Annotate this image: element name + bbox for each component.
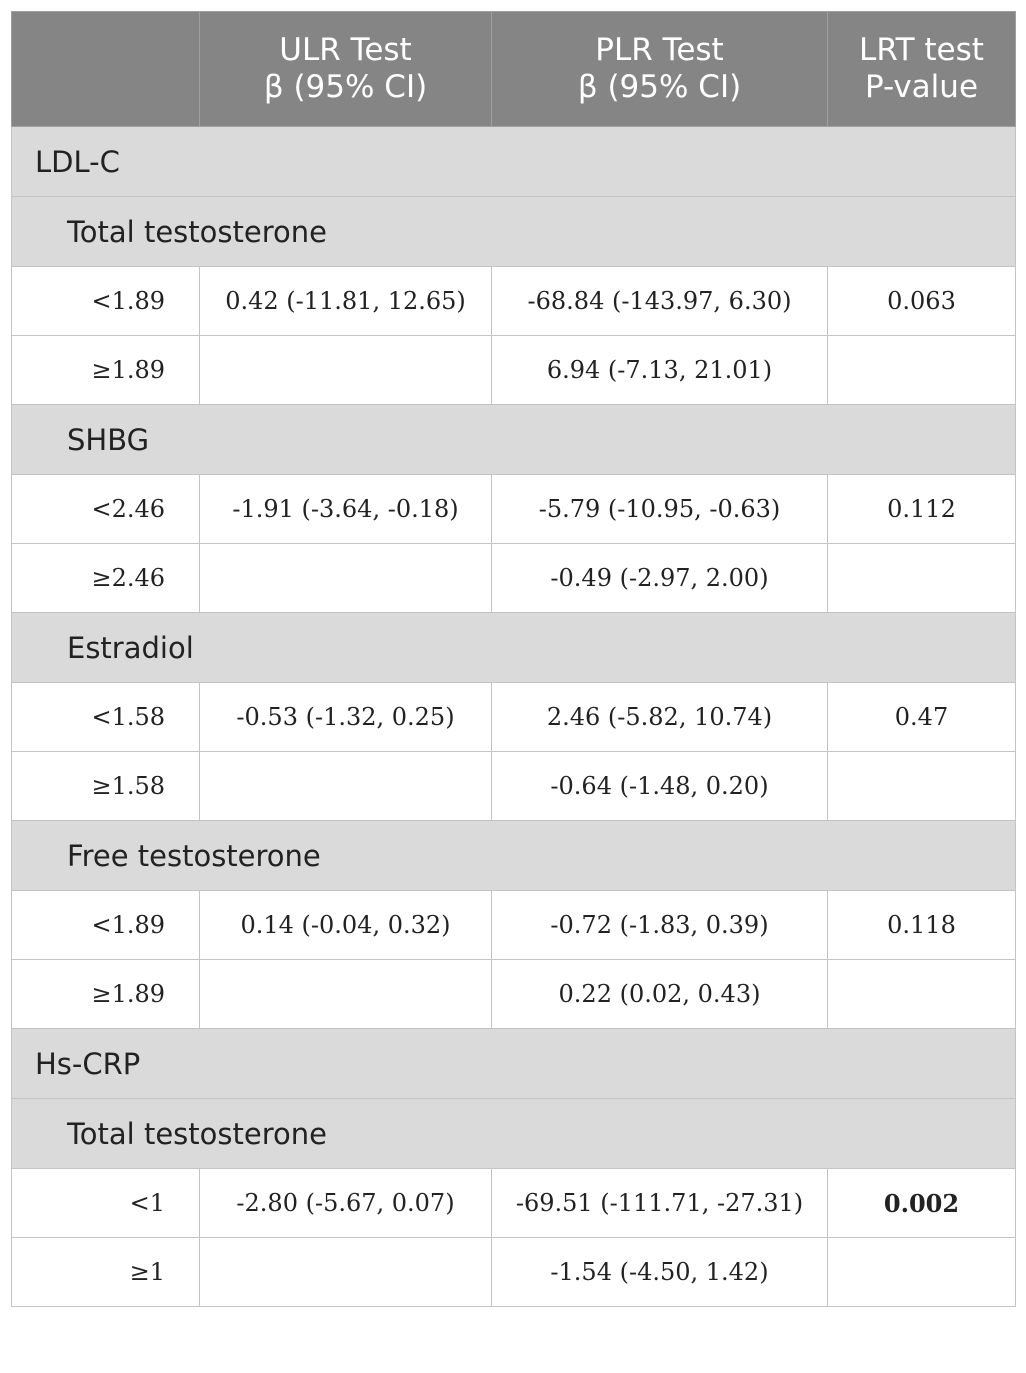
- level-cell: ≥1: [12, 1238, 200, 1307]
- outcome-label: LDL-C: [12, 127, 1016, 197]
- ulr-cell: -2.80 (-5.67, 0.07): [200, 1169, 492, 1238]
- header-ulr-title: ULR Test: [279, 32, 412, 68]
- plr-cell: 2.46 (-5.82, 10.74): [492, 683, 828, 752]
- table-row: [12, 1238, 1016, 1307]
- plr-cell: 0.22 (0.02, 0.43): [492, 960, 828, 1029]
- p-value-cell: 0.063: [828, 267, 1016, 336]
- group-row: [12, 405, 1016, 475]
- header-plr-subtitle: β (95% CI): [577, 69, 742, 105]
- table-row: [12, 683, 1016, 752]
- header-ulr-test: [200, 12, 492, 127]
- level-cell: <1: [12, 1169, 200, 1238]
- header-ulr-subtitle: β (95% CI): [263, 69, 428, 105]
- header-plr-title: PLR Test: [595, 32, 724, 68]
- p-value-cell: 0.47: [828, 683, 1016, 752]
- ulr-cell: 0.42 (-11.81, 12.65): [200, 267, 492, 336]
- plr-cell: -1.54 (-4.50, 1.42): [492, 1238, 828, 1307]
- table-row: [12, 1169, 1016, 1238]
- header-row: [12, 12, 1016, 127]
- header-lrt-title: LRT test: [859, 32, 984, 68]
- p-value-cell: [828, 544, 1016, 613]
- table-header: [12, 12, 1016, 127]
- plr-cell: -69.51 (-111.71, -27.31): [492, 1169, 828, 1238]
- group-row: [12, 613, 1016, 683]
- table-row: [12, 752, 1016, 821]
- group-label: Total testosterone: [12, 1099, 1016, 1169]
- outcome-label: Hs-CRP: [12, 1029, 1016, 1099]
- ulr-cell: [200, 960, 492, 1029]
- table-row: [12, 475, 1016, 544]
- group-row: [12, 821, 1016, 891]
- ulr-cell: [200, 336, 492, 405]
- group-row: [12, 197, 1016, 267]
- group-label: Estradiol: [12, 613, 1016, 683]
- level-cell: ≥1.89: [12, 336, 200, 405]
- group-label: Total testosterone: [12, 197, 1016, 267]
- plr-cell: 6.94 (-7.13, 21.01): [492, 336, 828, 405]
- p-value-cell: [828, 336, 1016, 405]
- table-row: [12, 544, 1016, 613]
- level-cell: ≥2.46: [12, 544, 200, 613]
- table-row: [12, 960, 1016, 1029]
- ulr-cell: -1.91 (-3.64, -0.18): [200, 475, 492, 544]
- group-label: SHBG: [12, 405, 1016, 475]
- p-value-cell: 0.112: [828, 475, 1016, 544]
- ulr-cell: -0.53 (-1.32, 0.25): [200, 683, 492, 752]
- p-value-cell: [828, 1238, 1016, 1307]
- level-cell: <2.46: [12, 475, 200, 544]
- table-row: [12, 267, 1016, 336]
- p-value-cell: [828, 960, 1016, 1029]
- plr-cell: -0.72 (-1.83, 0.39): [492, 891, 828, 960]
- level-cell: ≥1.89: [12, 960, 200, 1029]
- outcome-row: [12, 127, 1016, 197]
- table-body: [12, 127, 1016, 1307]
- results-table: [11, 11, 1016, 1307]
- header-lrt-test: [828, 12, 1016, 127]
- group-row: [12, 1099, 1016, 1169]
- level-cell: ≥1.58: [12, 752, 200, 821]
- p-value-cell-significant: 0.002: [828, 1169, 1016, 1238]
- plr-cell: -68.84 (-143.97, 6.30): [492, 267, 828, 336]
- ulr-cell: 0.14 (-0.04, 0.32): [200, 891, 492, 960]
- header-plr-test: [492, 12, 828, 127]
- ulr-cell: [200, 544, 492, 613]
- header-blank-cell: [12, 12, 200, 127]
- ulr-cell: [200, 752, 492, 821]
- p-value-cell: [828, 752, 1016, 821]
- level-cell: <1.58: [12, 683, 200, 752]
- ulr-cell: [200, 1238, 492, 1307]
- header-lrt-subtitle: P-value: [864, 69, 979, 105]
- plr-cell: -0.64 (-1.48, 0.20): [492, 752, 828, 821]
- plr-cell: -5.79 (-10.95, -0.63): [492, 475, 828, 544]
- table-row: [12, 891, 1016, 960]
- outcome-row: [12, 1029, 1016, 1099]
- p-value-cell: 0.118: [828, 891, 1016, 960]
- table-row: [12, 336, 1016, 405]
- group-label: Free testosterone: [12, 821, 1016, 891]
- plr-cell: -0.49 (-2.97, 2.00): [492, 544, 828, 613]
- level-cell: <1.89: [12, 891, 200, 960]
- level-cell: <1.89: [12, 267, 200, 336]
